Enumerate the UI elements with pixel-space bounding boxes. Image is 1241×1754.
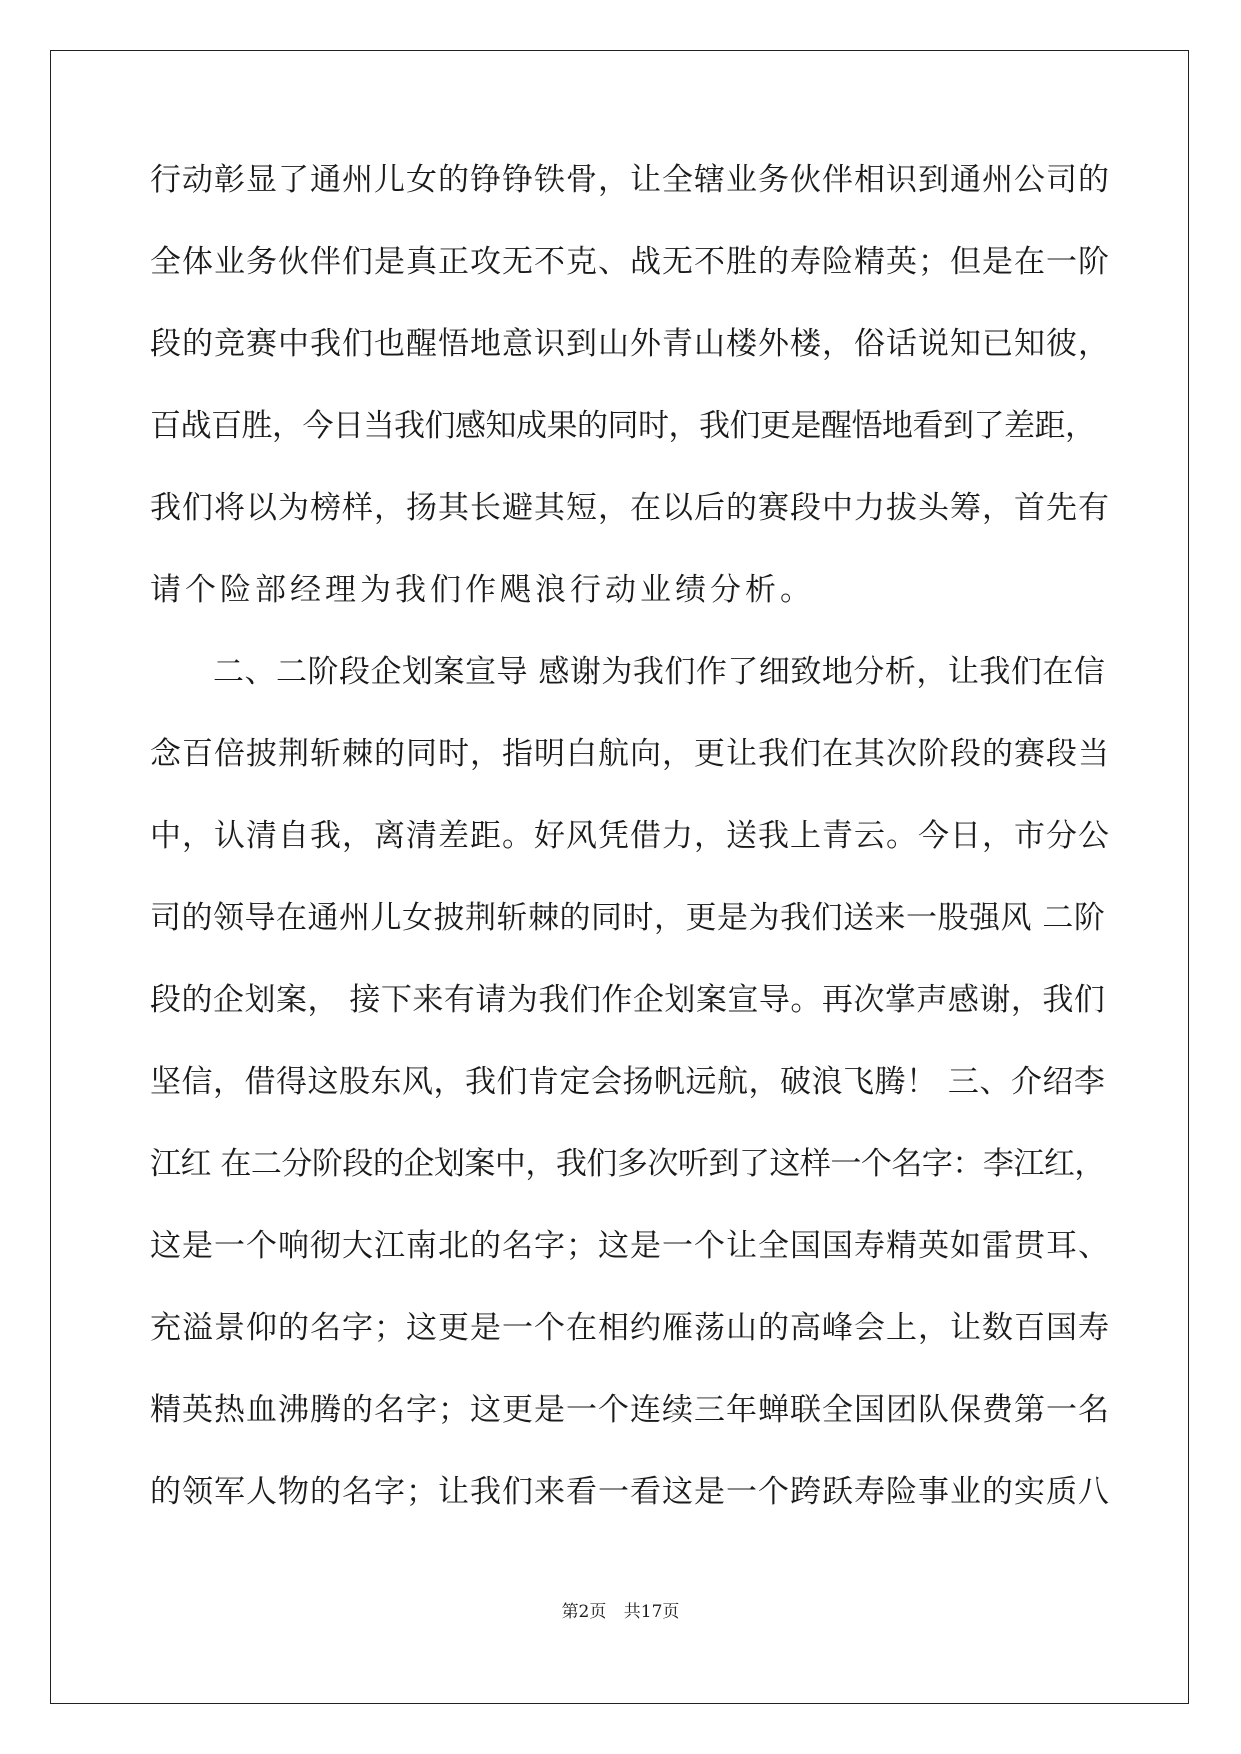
text-line: 百战百胜，今日当我们感知成果的同时，我们更是醒悟地看到了差距， bbox=[150, 408, 1096, 444]
text-line: 江红 在二分阶段的企划案中，我们多次听到了这样一个名字：李江红， bbox=[150, 1146, 1105, 1182]
text-line: 中，认清自我，离清差距。好风凭借力，送我上青云。今日，市分公 bbox=[150, 818, 1110, 854]
page-footer bbox=[0, 1597, 1241, 1622]
text-line: 充溢景仰的名字；这更是一个在相约雁荡山的高峰会上，让数百国寿 bbox=[150, 1310, 1110, 1346]
page-number: 第2页 bbox=[561, 1602, 607, 1622]
document-body bbox=[150, 160, 1110, 1554]
text-line: 二、二阶段企划案宣导 感谢为我们作了细致地分析，让我们在信 bbox=[150, 654, 1106, 690]
text-line: 全体业务伙伴们是真正攻无不克、战无不胜的寿险精英；但是在一阶 bbox=[150, 244, 1110, 280]
text-line: 念百倍披荆斩棘的同时，指明白航向，更让我们在其次阶段的赛段当 bbox=[150, 736, 1110, 772]
text-line: 的领军人物的名字；让我们来看一看这是一个跨跃寿险事业的实质八 bbox=[150, 1474, 1110, 1510]
text-line: 请个险部经理为我们作飓浪行动业绩分析。 bbox=[150, 572, 815, 608]
text-line: 这是一个响彻大江南北的名字；这是一个让全国国寿精英如雷贯耳、 bbox=[150, 1228, 1110, 1264]
text-line: 司的领导在通州儿女披荆斩棘的同时，更是为我们送来一股强风 二阶 bbox=[150, 900, 1106, 936]
page-total: 共17页 bbox=[623, 1602, 680, 1622]
text-line: 段的企划案， 接下来有请为我们作企划案宣导。再次掌声感谢，我们 bbox=[150, 982, 1106, 1018]
text-line: 坚信，借得这股东风，我们肯定会扬帆远航，破浪飞腾！ 三、介绍李 bbox=[150, 1064, 1106, 1100]
text-line: 行动彰显了通州儿女的铮铮铁骨，让全辖业务伙伴相识到通州公司的 bbox=[150, 162, 1110, 198]
text-line: 精英热血沸腾的名字；这更是一个连续三年蝉联全国团队保费第一名 bbox=[150, 1392, 1110, 1428]
text-line: 段的竞赛中我们也醒悟地意识到山外青山楼外楼，俗话说知已知彼， bbox=[150, 326, 1110, 362]
text-line: 我们将以为榜样，扬其长避其短，在以后的赛段中力拔头筹，首先有 bbox=[150, 490, 1110, 526]
